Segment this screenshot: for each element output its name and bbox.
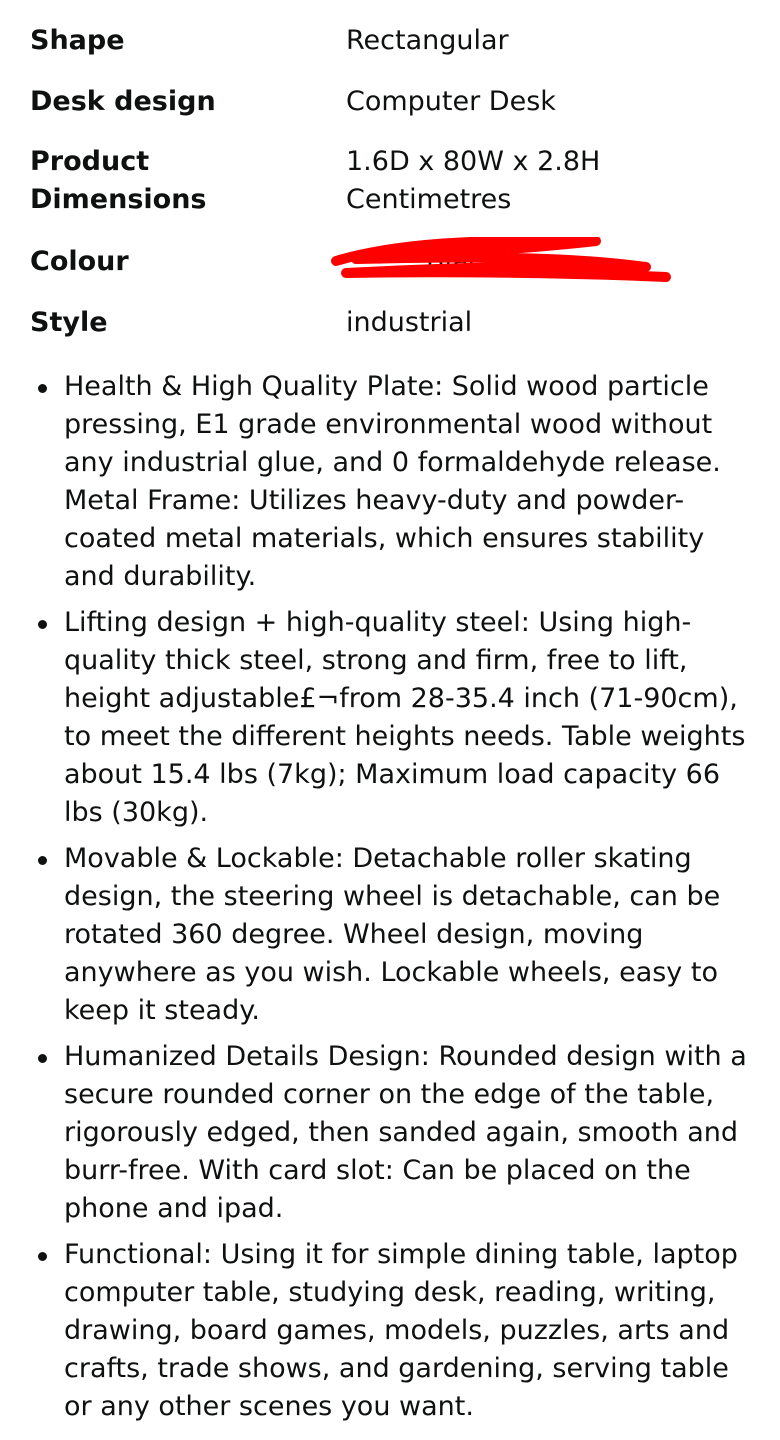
spec-label-style: Style — [30, 307, 108, 338]
spec-value-colour-text: Black — [426, 246, 500, 277]
feature-bullet-text: Lifting design + high-quality steel: Using high-quality thick steel, strong and firm, free to lift, height adjustable£¬from 28-35.4 inch (71-90cm), to meet the different heights needs. Table weights about 15.4 lbs (7kg); Maximum load capacity 66 lbs (30kg). — [64, 607, 746, 828]
feature-bullet — [30, 604, 760, 832]
bullet-dot-icon — [38, 384, 47, 393]
spec-value-style: industrial — [346, 307, 473, 338]
spec-value-shape: Rectangular — [346, 25, 509, 56]
spec-value-colour — [346, 243, 746, 281]
spec-label-colour: Colour — [30, 246, 129, 277]
spec-label-product-dimensions: Product Dimensions — [30, 146, 207, 215]
feature-bullet — [30, 840, 760, 1030]
feature-bullet-text: Humanized Details Design: Rounded design with a secure rounded corner on the edge of the table, rigorously edged, then sanded again, smooth and burr-free. With card slot: Can be placed on the phone and ipad. — [64, 1041, 747, 1224]
bullet-dot-icon — [38, 1054, 47, 1063]
bullet-dot-icon — [38, 620, 47, 629]
bullet-dot-icon — [38, 856, 47, 865]
spec-value-product-dimensions: 1.6D x 80W x 2.8H Centimetres — [346, 146, 601, 215]
feature-bullet-text: Movable & Lockable: Detachable roller skating design, the steering wheel is detachable, can be rotated 360 degree. Wheel design, moving anywhere as you wish. Lockable wheels, easy to keep it steady. — [64, 843, 721, 1026]
feature-bullet — [30, 1236, 760, 1426]
redaction-scribble — [326, 237, 686, 287]
feature-bullet-list — [30, 368, 760, 1434]
bullet-dot-icon — [38, 1252, 47, 1261]
spec-label-desk-design: Desk design — [30, 86, 216, 117]
spec-label-shape: Shape — [30, 25, 125, 56]
feature-bullet — [30, 1038, 760, 1228]
feature-bullet — [30, 368, 760, 596]
spec-value-desk-design: Computer Desk — [346, 86, 556, 117]
feature-bullet-text: Functional: Using it for simple dining table, laptop computer table, studying desk, reading, writing, drawing, board games, models, puzzles, arts and crafts, trade shows, and gardening, serving table or any other scenes you want. — [64, 1239, 738, 1422]
feature-bullet-text: Health & High Quality Plate: Solid wood particle pressing, E1 grade environmental wood without any industrial glue, and 0 formaldehyde release. Metal Frame: Utilizes heavy-duty and powder-coated metal materials, which ensures stability and durability. — [64, 371, 721, 592]
redaction-stroke — [336, 241, 666, 277]
